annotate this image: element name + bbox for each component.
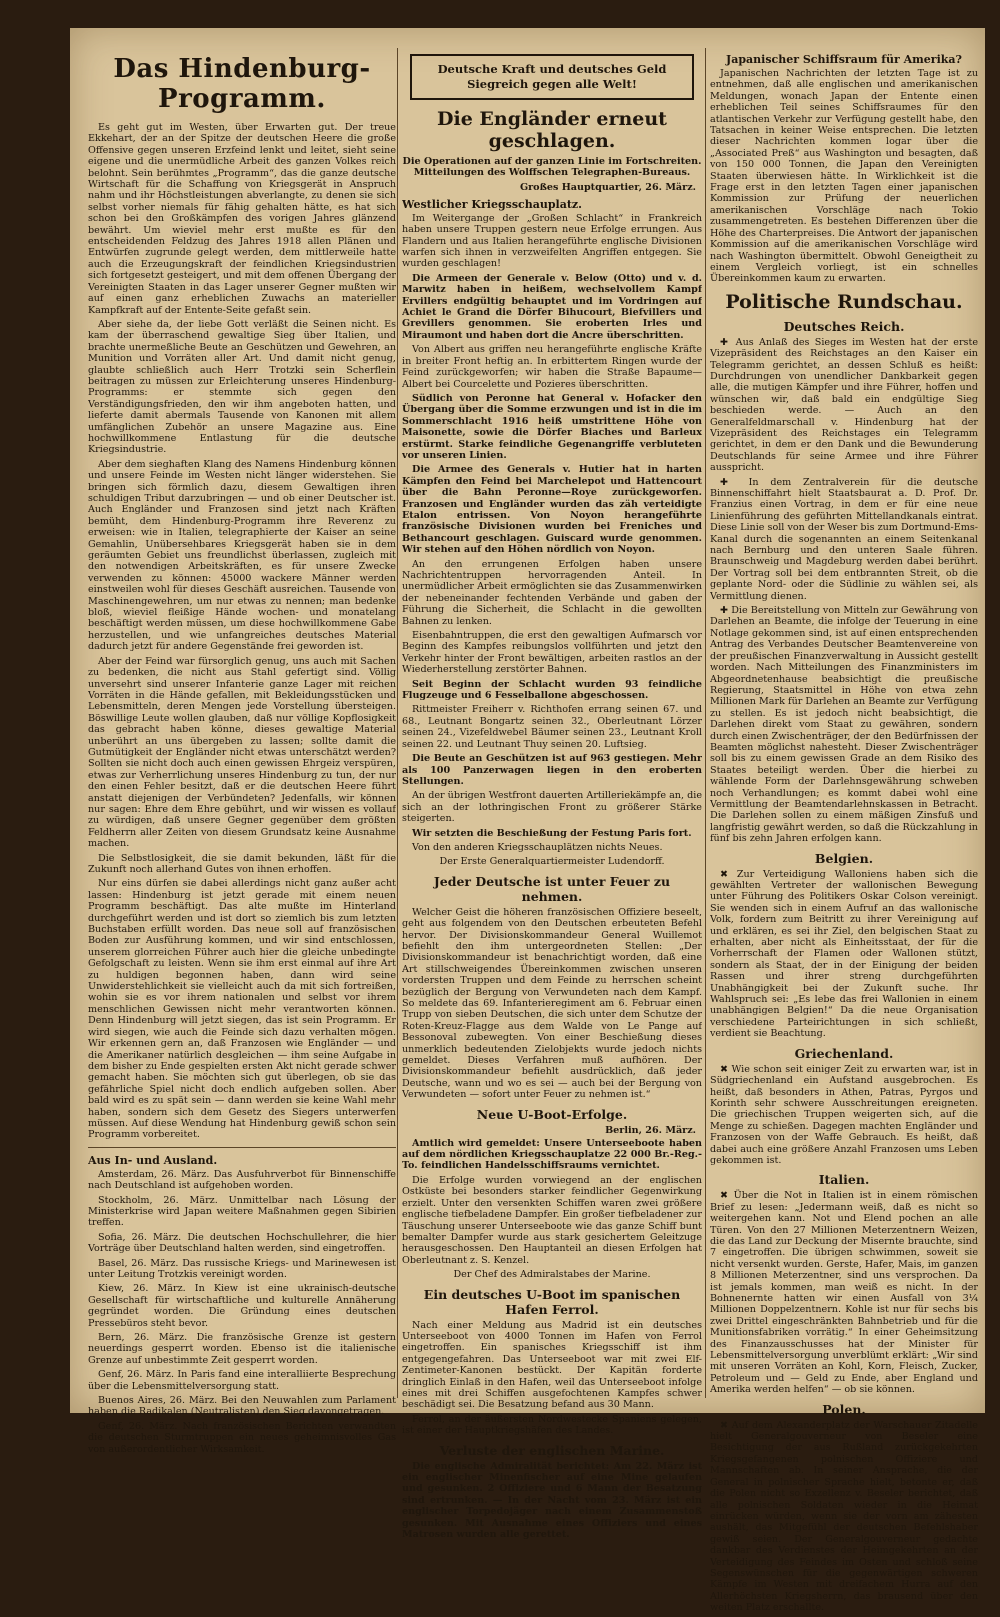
news-list [88,1169,396,1455]
paragraph: Die Armeen der Generale v. Below (Otto) und v. d. Marwitz haben in heißem, wechselvollem Kampf Ervillers endgültig behauptet und im Vordringen auf Achiet le Grand die Dörfer Bihucourt, Biefvillers und Grevillers genommen. Sie eroberten Irles und Miraumont und haben dort die Ancre überschritten. [402,272,702,341]
paragraph: Ferrol, an der äußersten Nordwestecke Spaniens gelegen, ist einer der Hauptkriegshäfen des Landes. [402,1413,702,1437]
divider [88,1147,396,1148]
news-item: Basel, 26. März. Das russische Kriegs- und Marinewesen ist unter Leitung Trotzkis vereinigt worden. [88,1257,396,1280]
news-item: Genf, 26. März. Nach französischen Berichten verwandten die deutschen Sturmtruppen ein neues geheimnisvolles Gas von außerordentlicher Wirksamkeit. [88,1420,396,1455]
paragraph: Nur eins dürfen sie dabei allerdings nicht ganz außer acht lassen: Hindenburg ist jetzt gerade mit einem neuen Programm beschäftigt. Das alte mußte im Hinterland durchgeführt werden und ist dort so ziemlich bis zum letzten Buchstaben erfüllt worden. Das neue soll auf französischen Boden zur Ausführung kommen, und wir sind entschlossen, unserem glorreichen Führer auch hier die gleiche unbedingte Gefolgschaft zu leisten. Wenn sie ihm erst einmal auf ihre Art zu huldigen begonnen haben, dann wird seine Unwiderstehlichkeit sie vielleicht auch da mit sich fortreißen, wohin sie es vor ihrem nationalen und selbst vor ihrem menschlichen Gewissen nicht mehr verantworten können. Denn Hindenburg will jetzt siegen, das ist sein Programm. Er wird siegen, wie auch die Feinde sich dazu verhalten mögen. Wir erkennen gern an, daß Franzosen wie Engländer — und die Amerikaner natürlich desgleichen — ihm seine Aufgabe in dem bisher zu Ende gespielten ersten Akt nicht gerade schwer gemacht haben. Sie möchten sich gut überlegen, ob sie das gefährliche Spiel nicht doch endlich aufgeben sollen. Aber bald wird es zu spät sein — dann werden sie keine Wahl mehr haben, sondern sich dem Gesetz des Siegers unterwerfen müssen. Auf diese Wendung hat Hindenburg gewiß schon sein Programm vorbereitet. [88,878,396,1141]
paragraph: Südlich von Peronne hat General v. Hofacker den Übergang über die Somme erzwungen und ist in die im Sommerschlacht 1916 heiß umstrittene Höhe von Maisonette, sowie die Dörfer Biaches und Barleux erstürmt. Starke feindliche Gegenangriffe verbluteten vor unseren Linien. [402,392,702,461]
paragraph: Welcher Geist die höheren französischen Offiziere beseelt, geht aus folgendem von den Deutschen erbeuteten Befehl hervor. Der Divisionskommandeur General Wuillemot befiehlt den ihm untergeordneten Stellen: „Der Divisionskommandeur ist benachrichtigt worden, daß eine Art stillschweigendes Übereinkommen zwischen unseren vordersten Truppen und dem Feinde zu herrschen scheint bezüglich der Bergung von Verwundeten nach dem Kampf. So meldete das 69. Infanterieregiment am 6. Februar einen Trupp von sieben Deutschen, die sich unter dem Schutze der Roten-Kreuz-Flagge aus dem Walde von Le Pange auf Bessonoval zubewegten. Von einer Beschießung dieses unmerklich bedeutenden Zielobjekts wurde jedoch nichts gemeldet. Dieses Verfahren muß aufhören. Der Divisionskommandeur befiehlt ausdrücklich, daß jeder Deutsche, wann und wo es sei — auch bei der Bergung von Verwundeten — sofort unter Feuer zu nehmen ist.“ [402,906,702,1101]
paragraph: Eisenbahntruppen, die erst den gewaltigen Aufmarsch vor Beginn des Kampfes reibungslos vollführten und jetzt den Verkehr hinter der Front bewältigen, arbeiten rastlos an der Wiederherstellung zerstörter Bahnen. [402,630,702,676]
paragraph: Die Armee des Generals v. Hutier hat in harten Kämpfen den Feind bei Marchelepot und Hattencourt über die Bahn Peronne—Roye zurückgeworfen. Franzosen und Engländer wurden das zäh verteidigte Etalon entrissen. Von Noyon herangeführte französische Divisionen wurden bei Freniches und Bethancourt geschlagen. Guiscard wurde genommen. Wir stehen auf den Höhen nördlich von Noyon. [402,464,702,556]
article-subtitle: Die Operationen auf der ganzen Linie im Fortschreiten. Mitteilungen des Wolffschen Telegraphen-Bureaus. [402,156,702,179]
slogan-box [410,54,694,100]
column-rule [705,48,706,1398]
subheading: Italien. [818,1172,870,1188]
paragraph: Im Weitergange der „Großen Schlacht“ in Frankreich haben unsere Truppen gestern neue Erfolge errungen. Aus Flandern und aus Italien herangeführte englische Divisionen warfen sich ihnen in verzweifelten Angriffen entgegen. Sie wurden geschlagen! [402,212,702,270]
paragraph: Von den anderen Kriegsschauplätzen nichts Neues. [412,841,663,853]
paragraph: Rittmeister Freiherr v. Richthofen errang seinen 67. und 68., Leutnant Bongartz seinen 32., Oberleutnant Lörzer seinen 24., Vizefeldwebel Bäumer seinen 23., Leutnant Kroll seinen 22. und Leutnant Thuy seinen 20. Luftsieg. [402,704,702,750]
article-body [88,122,396,1141]
column-3 [710,48,978,1617]
subheading: Belgien. [814,850,874,866]
section-title: Politische Rundschau. [725,290,963,313]
subheading: Japanischer Schiffsraum für Amerika? [726,53,962,66]
paragraph: Die englische Admiralität berichtet: Am 22. März ist ein englischer Minenfischer auf eine Mine gelaufen und gesunken. 2 Offiziere und 6 Mann der Besatzung sind ertrunken. — In der Nacht vom 23. März ist ein englischer Torpedojäger nach einem Zusammenstoß gesunken. Mit Ausnahme eines Offiziers und eines Matrosen wurden alle gerettet. [402,1460,702,1541]
signature: Der Chef des Admiralstabes der Marine. [453,1269,651,1281]
dateline: Großes Hauptquartier, 26. März. [519,181,696,193]
paragraph: ✖ Über die Not in Italien ist in einem römischen Brief zu lesen: „Jedermann weiß, daß es nicht so weitergehen kann. Not und Elend pochen an alle Türen. Von den 27 Millionen Meterzentnern Weizen, die das Land zur Deckung der Misernte brauchte, sind 7 eingetroffen. Die übrigen schwimmen, soweit sie nicht versenkt wurden. Gerste, Hafer, Mais, im ganzen 8 Millionen Meterzentner, sind uns versprochen. Da ist jemals kommen, man weiß es nicht. In der Bohnenernte hatten wir einen Ausfall von 3¼ Millionen Doppelzentnern. Kohle ist nur für sechs bis zwei Drittel eingeschränkten Bahnbetrieb und für die Munitionsfabriken vorrätig.“ In einer Geheimsitzung des Finanzausschusses hat der Minister für Lebensmittelversorgung unverblümt erklärt: „Wir sind mit unseren Vorräten an Kohl, Korn, Fleisch, Zucker, Petroleum und — Geld zu Ende, aber England und Amerika werden helfen“ — ob sie können. [710,1190,978,1396]
paragraph: Die Selbstlosigkeit, die sie damit bekunden, läßt für die Zukunft noch allerhand Gutes von ihnen erhoffen. [88,852,396,875]
subheading: Polen. [822,1401,866,1417]
paragraph: Aber siehe da, der liebe Gott verläßt die Seinen nicht. Es kam der überraschend gewaltige Sieg über Italien, und brachte unermeßliche Beute an Geschützen und Gewehren, an Munition und Vorräten aller Art. Und damit nicht genug, glaubte schließlich auch Herr Trotzki sein Scherflein beitragen zu müssen zur Erleichterung unseres Hindenburg-Programms: er stemmte sich gegen den Verständigungsfrieden, den wir ihm angeboten hatten, und lieferte damit abermals Tausende von Kanonen mit allem umfänglichen Zubehör an unsere Magazine aus. Eine hochwillkommene Entlastung für die deutsche Kriegsindustrie. [88,318,396,456]
paragraph: Aber dem sieghaften Klang des Namens Hindenburg können und unsere Feinde im Westen nicht länger widerstehen. Sie bringen sich förmlich dazu, diesem Gewaltigen ihren schuldigen Tribut darzubringen — und ob einer Deutscher ist. Auch Engländer und Franzosen sind jetzt nach Kräften bemüht, dem Hindenburg-Programm ihre Reverenz zu erweisen: wie in Italien, telegraphierte der Kaiser an seine Gemahlin, Unübersehbares Kriegsgerät haben sie in dem geräumten Gebiet uns freundlichst überlassen, zugleich mit den notwendigen Arbeitskräften, es für unsere Zwecke verwenden zu können: 45000 wackere Männer werden einstweilen wohl für dieses Geschäft ausreichen. Tausende von Maschinengewehren, um nur etwas zu nennen; man bedenke bloß, wieviel fleißige Hände wochen- und monatelang beschäftigt werden müssen, um diese hochwillkommene Gabe herzustellen, und wie unfangreiches deutsches Material dadurch jetzt für andere Gegenstände frei geworden ist. [88,458,396,653]
news-item: Amsterdam, 26. März. Das Ausfuhrverbot für Binnenschiffe nach Deutschland ist aufgehoben worden. [88,1168,396,1192]
column-2 [402,48,702,1543]
paragraph: Amtlich wird gemeldet: Unsere Unterseeboote haben auf dem nördlichen Kriegsschauplatze 22 000 Br.-Reg.-To. feindlichen Handelsschiffsraums vernichtet. [402,1137,702,1172]
subheading: Verluste der englischen Marine. [439,1442,665,1458]
subheading: Neue U-Boot-Erfolge. [476,1106,628,1122]
section-heading: Westlicher Kriegsschauplatz. [402,197,582,211]
paragraph: ✖ Auf dem Alexanderplatz der Warschauer Zitadelle hielt Generalgouverneur von Beseler eine Besichtigung der aus Rußland zurückgekehrten Kriegsgefangenen polnischen Offiziere und Mannschaften ab. In seiner Ansprache, die der General in polnischer Sprache hielt, betonte er, daß die Polen nicht so Exzellenz v. Beseler berichtet, daß alle polnischen Soldaten wieder in die Heimat einrücken würden, wenn sie der vorn am zähesten aushält, das Mitgefühl der deutschen Befehlshaber gewiß seien. Der Generalgouverneur gedachte dankbar des Verdienstes der Heimgekehrten an der Verteidigung des Feindes im Osten und schloß seine Segenswünschen für die gegenwärtigen schweren Kämpfe im Westen mit dreifachem Hurra auf den Allerhöchsten Kriegsherrn, das brausend über den weiten Platz erschallte. [710,1419,978,1614]
paragraph: Die Beute an Geschützen ist auf 963 gestiegen. Mehr als 100 Panzerwagen liegen in den eroberten Stellungen. [402,753,702,787]
news-item: Bern, 26. März. Die französische Grenze ist gestern neuerdings gesperrt worden. Ebenso ist die italienische Grenze auf unbestimmte Zeit gesperrt worden. [88,1332,396,1366]
paragraph: ✚ In dem Zentralverein für die deutsche Binnenschiffahrt hielt Staatsbaurat a. D. Prof. Dr. Franzius einen Vortrag, in dem er für eine neue Linienführung des geführten Mittellandkanals eintrat. Diese Linie soll von der Weser bis zum Dortmund-Ems-Kanal durch die sogenannten an einem Seitenkanal nach Bernburg und den unteren Saale führen. Braunschweig und Magdeburg werden dabei berührt. Der Vortrag soll bei dem entbrannten Streit, ob die geplante Nord- oder die Südlinie zu wählen sei, als Vermittlung dienen. [710,476,978,602]
section-title: Aus In- und Ausland. [88,1153,218,1167]
paragraph: An den errungenen Erfolgen haben unsere Nachrichtentruppen hervorragenden Anteil. In unermüdlicher Arbeit ermöglichten sie das Zusammenwirken der nebeneinander fechtenden Verbände und gaben der Führung die Sicherheit, die Schlacht in die gewollten Bahnen zu lenken. [402,558,702,627]
paragraph: Die Erfolge wurden vorwiegend an der englischen Ostküste bei besonders starker feindlicher Gegenwirkung erzielt. Unter den versenkten Schiffen waren zwei größere englische tiefbeladene Dampfer. Ein großer tiefbeladener zur Täuschung unserer Unterseeboote wie das ganze Schiff bunt bemalter Dampfer wurde aus stark gesichertem Geleitzuge herausgeschossen. Den Hauptanteil an diesen Erfolgen hat Oberleutnant z. S. Kenzel. [402,1174,702,1266]
signature: Der Erste Generalquartiermeister Ludendorff. [439,856,665,868]
paragraph: ✚ Aus Anlaß des Sieges im Westen hat der erste Vizepräsident des Reichstages an den Kaiser ein Telegramm gerichtet, an dessen Schluß es heißt: Durchdrungen von unendlicher Dankbarkeit gegen alle, die mutigen Kämpfer und ihre Führer, hoffen und wünschen wir, daß bald ein endgültige Sieg beschieden werde. — Auch an den Generalfeldmarschall v. Hindenburg hat der Vizepräsident des Reichstages ein Telegramm gerichtet, in dem er den Dank und die Bewunderung Deutschlands für seine Armee und ihre Führer ausspricht. [710,336,978,474]
subheading: Ein deutsches U-Boot im spanischen Hafen Ferrol. [423,1286,681,1317]
newspaper-page [70,28,985,1614]
paragraph: An der übrigen Westfront dauerten Artilleriekämpfe an, die sich an der lothringischen Front zu größerer Stärke steigerten. [402,790,702,825]
news-item: Buenos Aires, 26. März. Bei den Neuwahlen zum Parlament haben die Radikalen (Neutralisten) den Sieg davongetragen. [88,1395,396,1418]
paragraph: Wir setzten die Beschießung der Festung Paris fort. [412,827,692,839]
subheading: Griechenland. [794,1045,894,1061]
paragraph: Aber der Feind war fürsorglich genug, uns auch mit Sachen zu bedenken, die nicht aus Stahl gefertigt sind. Völlig unversehrt sind unserer Infanterie ganze Lager mit reichen Vorräten in die Hände gefallen, mit Bekleidungsstücken und Lebensmitteln, deren Mengen jede Vorstellung übersteigen. Böswillige Leute wollen glauben, daß nur völlige Kopflosigkeit das gebracht haben könne, dieses gewaltige Material unberührt an uns übergeben zu lassen; sollte damit die Gutmütigkeit der Engländer nicht etwas unterschätzt werden? Sollten sie nicht doch auch einen gewissen Ehrgeiz verspüren, etwas zur Verherrlichung unseres Hindenburg zu tun, der nur den einen Fehler besitzt, daß er die deutschen Heere führt anstatt diejenigen der Verbündeten? Jedenfalls, wir können nur sagen: Ehre dem Ehre gebührt, und wir wissen es vollauf zu würdigen, daß unsere Gegner gegenüber dem größten Feldherrn aller Zeiten von diesem Grundsatz keine Ausnahme machen. [88,655,396,850]
news-item: Sofia, 26. März. Die deutschen Hochschullehrer, die hier Vorträge über Deutschland halten werden, sind eingetroffen. [88,1231,396,1255]
news-item: Genf, 26. März. In Paris fand eine interalliierte Besprechung über die Lebensmittelversorgung statt. [88,1369,396,1392]
subheading: Jeder Deutsche ist unter Feuer zu nehmen. [433,873,671,904]
paragraph: ✚ Die Bereitstellung von Mitteln zur Gewährung von Darlehen an Beamte, die infolge der Teuerung in eine Notlage gekommen sind, ist auf einen entsprechenden Antrag des Verbandes Deutscher Beamtenvereine von der preußischen Finanzverwaltung in Aussicht gestellt worden. Nach Mitteilungen des Finanzministers im Abgeordnetenhause beabsichtigt die preußische Regierung, Staatsmittel in Höhe von etwa zehn Millionen Mark für Darlehen an Beamte zur Verfügung zu stellen. Es ist jedoch nicht beabsichtigt, die Darlehen direkt vom Staat zu gewähren, sondern durch einen Zwischenträger, der den Bedürfnissen der Beamten möglichst nahesteht. Dieser Zwischenträger soll bis zu einem gewissen Grade an dem Risiko des Staates beteiligt werden. Über die hierbei zu wählende Form der Darlehnsgewährung schweben noch Verhandlungen; es kommt dabei wohl eine Vermittlung der Beamtendarlehnskassen in Betracht. Die Darlehen sollen zu einem mäßigen Zinsfuß und langfristig gewährt werden, so daß die Rückzahlung in fünf bis zehn Jahren erfolgen kann. [710,605,978,845]
paragraph: Von Albert aus griffen neu herangeführte englische Kräfte in breiter Front heftig an. In erbittertem Ringen wurde der Feind zurückgeworfen; wir haben die Straße Bapaume—Albert bei Courcelette und Pozieres überschritten. [402,344,702,390]
paragraph: Japanischen Nachrichten der letzten Tage ist zu entnehmen, daß alle englischen und amerikanischen Meldungen, wonach Japan der Entente einen erheblichen Teil seines Schiffsraumes für den atlantischen Verkehr zur Verfügung gestellt habe, den Tatsachen in keiner Weise entsprechen. Die letzten dieser Nachrichten kommen logar über die „Associated Preß“ aus Washington und besagten, daß von 150 000 Tonnen, die Japan den Vereinigten Staaten überwiesen hätte. In Wirklichkeit ist die Frage erst in den letzten Tagen einer japanischen Kommission zur Prüfung der neuerlichen amerikanischen Vorschläge nach Tokio zusammengetreten. Es bestehen Differenzen über die Höhe des Charterpreises. Die Antwort der japanischen Kommission auf die amerikanischen Vorschläge wird nach Washington übermittelt. Obwohl Geneigtheit zu einem Vergleich vorliegt, ist ein schnelles Übereinkommen kaum zu erwarten. [710,68,978,285]
subheading: Deutsches Reich. [783,318,905,334]
article-title: Das Hindenburg-Programm. [113,54,371,114]
dateline: Berlin, 26. März. [605,1124,696,1136]
paragraph: Nach einer Meldung aus Madrid ist ein deutsches Unterseeboot von 4000 Tonnen im Hafen von Ferrol eingetroffen. Ein spanisches Kriegsschiff ist ihm entgegengefahren. Das Unterseeboot war mit zwei Elf-Zentimeter-Kanonen bestückt. Der Kapitän forderte dringlich Einlaß in den Hafen, weil das Unterseeboot infolge eines mit drei Schiffen ausgefochtenen Kampfes schwer beschädigt sei. Die Besatzung befand aus 30 Mann. [402,1319,702,1411]
news-item: Stockholm, 26. März. Unmittelbar nach Lösung der Ministerkrise wird Japan weitere Maßnahmen gegen Sibirien treffen. [88,1194,396,1229]
paragraph: ✖ Wie schon seit einiger Zeit zu erwarten war, ist in Südgriechenland ein Aufstand ausgebrochen. Es heißt, daß besonders in Athen, Patras, Pyrgos und Korinth sehr schwere Ausschreitungen ereigneten. Die griechischen Truppen weigerten sich, auf die Menge zu schießen. Dagegen machten Engländer und Franzosen von der Waffe Gebrauch. Es heißt, daß dabei auch eine größere Anzahl Franzosen ums Leben gekommen ist. [710,1063,978,1166]
paragraph: Seit Beginn der Schlacht wurden 93 feindliche Flugzeuge und 6 Fesselballone abgeschossen. [402,678,702,702]
news-item: Kiew, 26. März. In Kiew ist eine ukrainisch-deutsche Gesellschaft für wirtschaftliche und kulturelle Annäherung gegründet worden. Die Gründung eines deutschen Pressebüros steht bevor. [88,1283,396,1329]
paragraph: Es geht gut im Westen, über Erwarten gut. Der treue Ekkehart, der an der Spitze der deutschen Heere die große Offensive gegen unseren Erzfeind lenkt und leitet, sieht seine eigene und die unermüdliche Arbeit des ganzen Volkes reich belohnt. Sein berühmtes „Programm“, das die ganze deutsche Wirtschaft für die Schaffung von Kriegsgerät in Anspruch nahm und ihr Höchstleistungen abverlangte, zu denen sie sich selbst vorher niemals für fähig gehalten hätte, es hat sich schon bei den Großkämpfen des vorigen Jahres glänzend bewährt. Um wieviel mehr erst mußte es für den entscheidenden Feldzug des Jahres 1918 allen Plänen und Entwürfen zugrunde gelegt werden, dem mittlerweile hatte auch die Erzeugungskraft der feindlichen Kriegsindustrien sich fortgesetzt gesteigert, und mit dem offenen Übergang der Vereinigten Staaten in das Lager unserer Gegner mußten wir auf einen ganz erheblichen Zuwachs an materieller Kampfkraft auf der Entente-Seite gefaßt sein. [88,122,396,316]
slogan-line: Deutsche Kraft und deutsches Geld [437,62,667,76]
slogan-line: Siegreich gegen alle Welt! [467,77,637,91]
paragraph: ✖ Zur Verteidigung Walloniens haben sich die gewählten Vertreter der wallonischen Bewegung unter Führung des Politikers Oskar Colson vereinigt. Sie wenden sich in einem Aufruf an das wallonische Volk, fordern zum Beitritt zu ihrer Vereinigung auf und erklären, es sei ihr Ziel, den belgischen Staat zu erhalten, aber nicht als Einheitsstaat, der für die Vorherrschaft der Flamen oder Wallonen stützt, sondern als Staat, der in der Einigung der beiden Rassen und ihrer streng durchgeführten Unabhängigkeit bei der Zukunft suche. Ihr Wahlspruch sei: „Es lebe das frei Wallonien in einem unabhängigen Belgien!“ Da die neue Organisation verschiedene Parteirichtungen in sich schließt, verdient sie Beachtung. [710,868,978,1040]
article-title: Die Engländer erneut geschlagen. [437,108,667,152]
column-rule [397,48,398,1398]
column-1 [88,48,396,1458]
